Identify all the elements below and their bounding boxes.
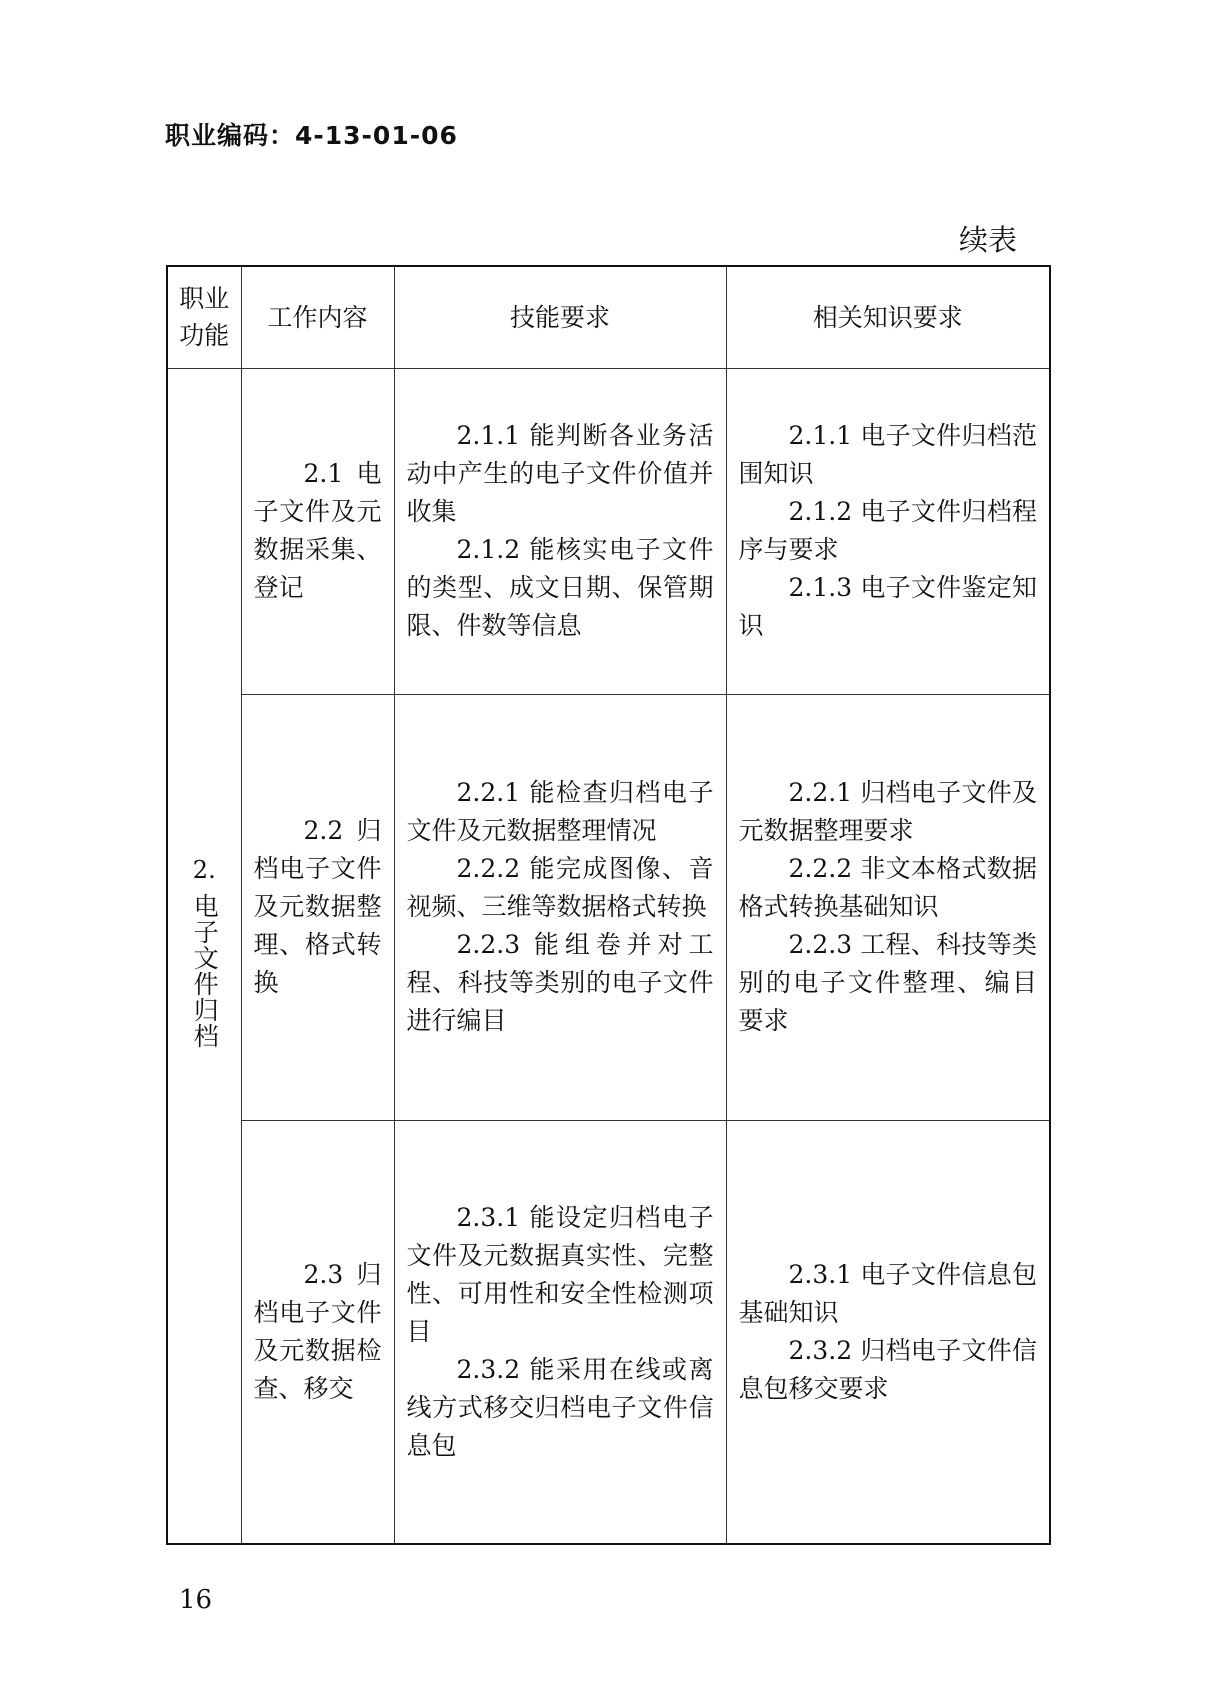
header-function-line2: 功能 [179, 321, 230, 351]
page-number: 16 [179, 1585, 213, 1615]
skill-item: 2.2.2 能完成图像、音视频、三维等数据格式转换 [406, 854, 714, 921]
knowledge-item: 2.2.3 工程、科技等类别的电子文件整理、编目要求 [738, 930, 1037, 1035]
work-content-cell [241, 1120, 394, 1544]
work-content-cell [241, 368, 394, 694]
knowledge-item: 2.1.2 电子文件归档程序与要求 [738, 497, 1037, 564]
header-knowledge-requirements: 相关知识要求 [726, 266, 1050, 368]
function-cell [167, 368, 241, 1544]
knowledge-item: 2.3.2 归档电子文件信息包移交要求 [738, 1335, 1037, 1403]
work-content-text: 2.3 归档电子文件及元数据检查、移交 [253, 1259, 382, 1403]
knowledge-cell [726, 1120, 1050, 1544]
knowledge-item: 2.2.1 归档电子文件及元数据整理要求 [738, 778, 1037, 845]
work-content-text: 2.2 归档电子文件及元数据整理、格式转换 [253, 816, 382, 997]
header-function-line1: 职业 [179, 284, 230, 314]
work-content-cell [241, 694, 394, 1120]
header-work-content: 工作内容 [241, 266, 394, 368]
knowledge-item: 2.2.2 非文本格式数据格式转换基础知识 [738, 854, 1037, 921]
skill-item: 2.1.2 能核实电子文件的类型、成文日期、保管期限、件数等信息 [406, 535, 714, 640]
skill-item: 2.3.1 能设定归档电子文件及元数据真实性、完整性、可用性和安全性检测项目 [406, 1202, 714, 1346]
table-header-row [167, 266, 1050, 368]
header-function [167, 266, 241, 368]
header-skill-requirements: 技能要求 [394, 266, 726, 368]
skill-cell [394, 1120, 726, 1544]
work-content-text: 2.1 电子文件及元数据采集、登记 [253, 459, 382, 602]
skill-cell [394, 368, 726, 694]
skill-item: 2.3.2 能采用在线或离线方式移交归档电子文件信息包 [406, 1354, 714, 1460]
occupation-code: 职业编码：4-13-01-06 [165, 121, 458, 150]
function-name: 电子文件归档 [190, 893, 220, 1050]
knowledge-item: 2.3.1 电子文件信息包基础知识 [738, 1259, 1037, 1327]
skill-item: 2.2.3 能组卷并对工程、科技等类别的电子文件进行编目 [406, 930, 714, 1035]
skill-item: 2.2.1 能检查归档电子文件及元数据整理情况 [406, 778, 714, 845]
table-row [167, 1120, 1050, 1544]
continued-table-label: 续表 [958, 223, 1017, 257]
knowledge-cell [726, 694, 1050, 1120]
knowledge-item: 2.1.1 电子文件归档范围知识 [738, 421, 1037, 488]
table-row [167, 368, 1050, 694]
skills-table [166, 265, 1051, 1545]
table-row [167, 694, 1050, 1120]
function-number: 2. [192, 856, 216, 885]
skill-item: 2.1.1 能判断各业务活动中产生的电子文件价值并收集 [406, 421, 714, 526]
knowledge-item: 2.1.3 电子文件鉴定知识 [738, 573, 1037, 640]
knowledge-cell [726, 368, 1050, 694]
skill-cell [394, 694, 726, 1120]
